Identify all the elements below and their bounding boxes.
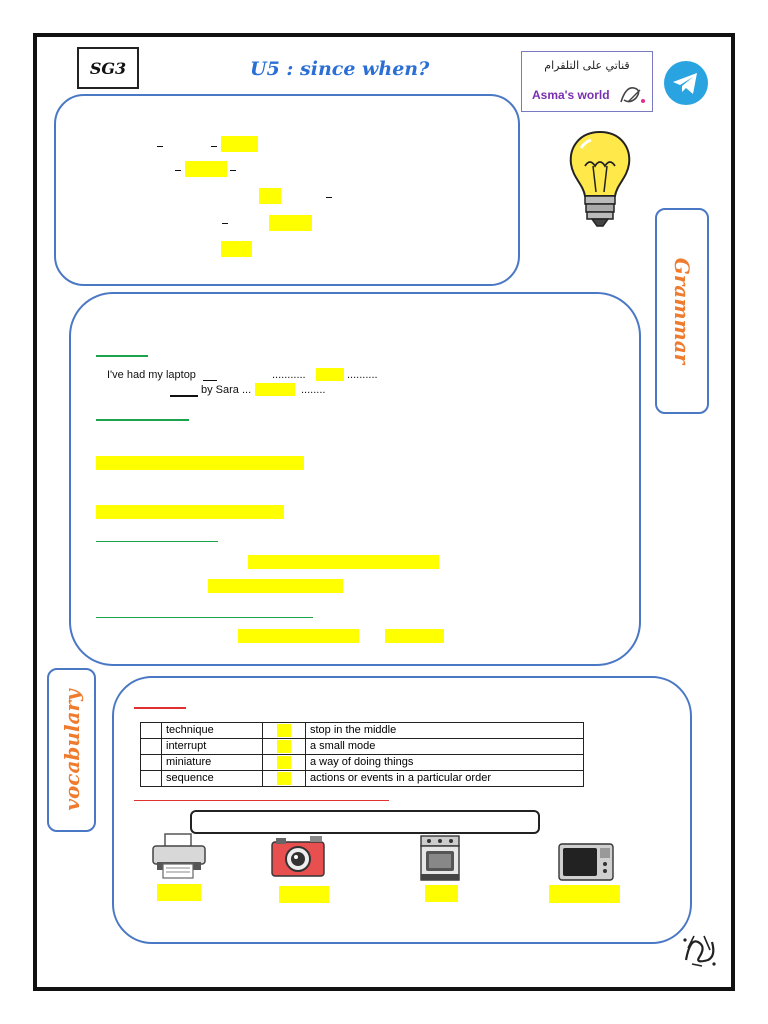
word-cell: miniature (162, 755, 263, 771)
vocabulary-tab (47, 668, 96, 832)
blank[interactable] (279, 886, 329, 903)
blank[interactable] (96, 505, 284, 519)
answer-cell[interactable] (263, 723, 306, 739)
meaning-cell: a small mode (306, 739, 584, 755)
channel-name: Asma's world (532, 88, 610, 102)
heading-line (96, 355, 148, 357)
grammar-tab (655, 208, 709, 414)
word-bank-box (190, 810, 540, 834)
answer-cell[interactable] (263, 755, 306, 771)
notes-box (54, 94, 520, 286)
table-row (141, 723, 584, 739)
meaning-cell: actions or events in a particular order (306, 771, 584, 787)
blank[interactable] (259, 188, 281, 204)
code-box (77, 47, 139, 89)
heading-line (96, 617, 313, 618)
calligraphy-logo-icon (680, 930, 720, 970)
blank-line (203, 380, 217, 381)
blank[interactable] (208, 579, 343, 593)
camera-icon (270, 834, 328, 878)
dash (326, 197, 332, 198)
table-row (141, 755, 584, 771)
dash (230, 170, 236, 171)
light-bulb-icon (565, 128, 635, 238)
code-label: SG3 (89, 58, 127, 78)
dash (157, 146, 163, 147)
word-cell: sequence (162, 771, 263, 787)
blank[interactable] (269, 215, 312, 231)
table-row (141, 771, 584, 787)
telegram-icon[interactable] (663, 60, 709, 106)
blank[interactable] (185, 161, 227, 177)
meaning-cell: a way of doing things (306, 755, 584, 771)
word-cell: interrupt (162, 739, 263, 755)
blank[interactable] (96, 456, 304, 470)
blank[interactable] (255, 383, 295, 396)
blank[interactable] (238, 629, 359, 643)
blank[interactable] (157, 884, 201, 901)
example-sentence-2: by Sara ... (201, 384, 252, 396)
blank[interactable] (221, 241, 252, 257)
dots: ........... (272, 369, 306, 381)
blank[interactable] (549, 885, 620, 903)
heading-line (96, 419, 189, 421)
dash (175, 170, 181, 171)
blank[interactable] (248, 555, 439, 569)
vocabulary-table (140, 722, 584, 787)
heading-line (134, 800, 389, 801)
heading-line (96, 541, 218, 542)
meaning-cell: stop in the middle (306, 723, 584, 739)
page-title: U5 : since when? (250, 58, 430, 80)
vocabulary-label: vocabulary (59, 689, 84, 811)
blank[interactable] (425, 885, 458, 902)
answer-cell[interactable] (263, 771, 306, 787)
answer-cell[interactable] (263, 739, 306, 755)
dots: .......... (347, 369, 378, 381)
example-sentence-1: I've had my laptop (107, 369, 196, 381)
heading-line (134, 707, 186, 709)
blank[interactable] (221, 136, 258, 152)
grammar-box (69, 292, 641, 666)
table-row (141, 739, 584, 755)
blank-line (170, 395, 198, 397)
word-cell: technique (162, 723, 263, 739)
dash (211, 146, 217, 147)
channel-box (521, 51, 653, 112)
blank[interactable] (385, 629, 444, 643)
dots: ........ (301, 384, 326, 396)
channel-logo-icon (618, 82, 648, 108)
printer-icon (151, 832, 207, 880)
dash (222, 223, 228, 224)
microwave-icon (558, 843, 614, 881)
grammar-label: Grammar (670, 257, 694, 365)
channel-arabic: قناتي على التلقرام (544, 59, 630, 72)
stove-icon (419, 834, 461, 882)
blank[interactable] (316, 368, 344, 381)
